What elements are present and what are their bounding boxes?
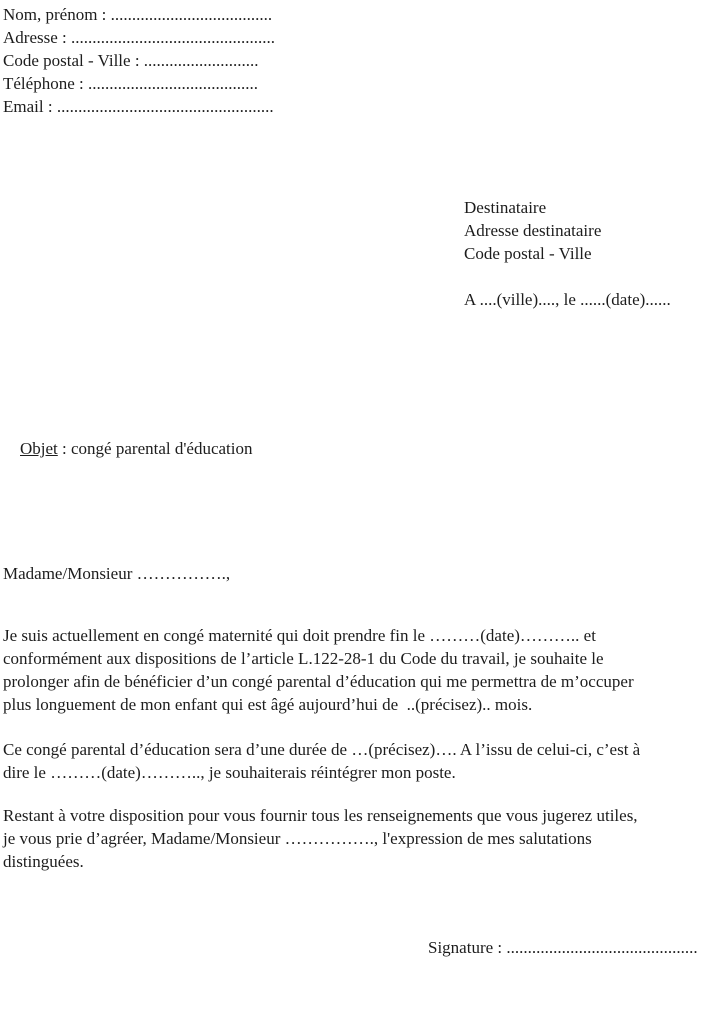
body-line: conformément aux dispositions de l’article L.122-28-1 du Code du travail, je souhaite le — [3, 649, 604, 668]
body-line: Je suis actuellement en congé maternité qui doit prendre fin le ………(date)……….. et — [3, 626, 596, 645]
subject-text: congé parental d'éducation — [71, 439, 253, 458]
signature-line: Signature : ............................................. — [428, 938, 698, 957]
recipient-line-address: Adresse destinataire — [464, 221, 602, 240]
subject-label: Objet — [20, 439, 58, 458]
body-line: je vous prie d’agréer, Madame/Monsieur ……………., l'expression de mes salutations — [3, 829, 592, 848]
body-line: Restant à votre disposition pour vous fournir tous les renseignements que vous jugerez utiles, — [3, 806, 638, 825]
sender-line-name: Nom, prénom : ...................................... — [3, 5, 273, 24]
body-paragraph-3 — [3, 804, 638, 873]
body-line: prolonger afin de bénéficier d’un congé parental d’éducation qui me permettra de m’occuper — [3, 672, 634, 691]
sender-line-postal-city: Code postal - Ville : ........................... — [3, 51, 259, 70]
place-date-line: A ....(ville)...., le ......(date)...... — [464, 290, 671, 309]
sender-line-phone: Téléphone : ........................................ — [3, 74, 258, 93]
body-line: Ce congé parental d’éducation sera d’une durée de …(précisez)…. A l’issu de celui-ci, c’est à — [3, 740, 641, 759]
body-line: dire le ………(date)……….., je souhaiterais réintégrer mon poste. — [3, 763, 456, 782]
body-paragraph-2 — [3, 738, 640, 784]
subject-separator: : — [57, 439, 72, 458]
recipient-line-name: Destinataire — [464, 198, 547, 217]
recipient-line-postal-city: Code postal - Ville — [464, 244, 592, 263]
body-line: distinguées. — [3, 852, 84, 871]
sender-block — [3, 3, 275, 118]
body-paragraph-1 — [3, 624, 634, 716]
sender-line-email: Email : ................................................... — [3, 97, 274, 116]
subject-line — [3, 414, 253, 483]
body-line: plus longuement de mon enfant qui est âgé aujourd’hui de ..(précisez).. mois. — [3, 695, 533, 714]
recipient-block — [464, 196, 671, 311]
salutation-line: Madame/Monsieur ……………., — [3, 564, 231, 583]
sender-line-address: Adresse : ................................................ — [3, 28, 275, 47]
